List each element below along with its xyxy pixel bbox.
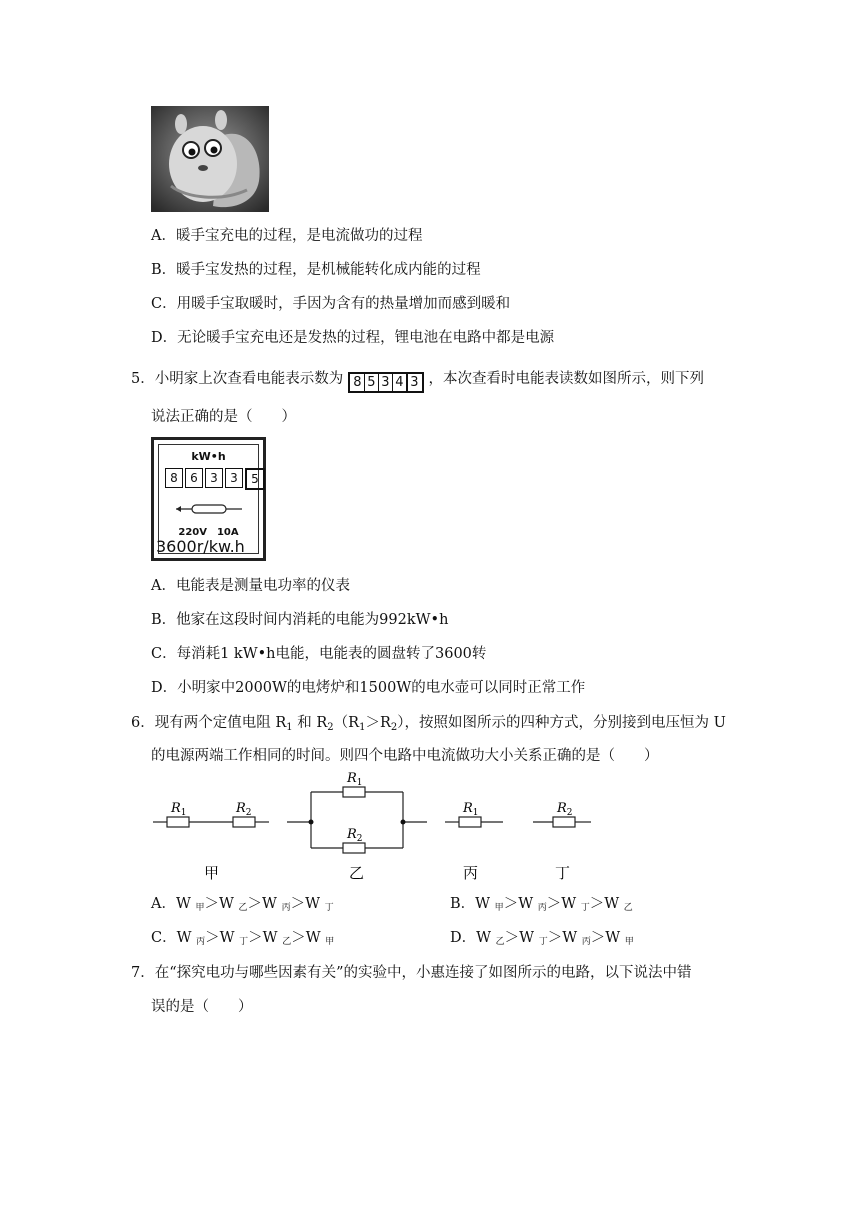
q6-circuits <box>145 766 605 886</box>
q6-option-b <box>450 892 633 913</box>
work-term: W 乙 <box>219 896 248 913</box>
greater-than-sign: ＞ <box>204 896 220 912</box>
meter-unit: kW•h <box>191 450 226 463</box>
q6-option-d <box>450 926 634 947</box>
hand-warmer-photo <box>151 106 269 212</box>
greater-than-sign: ＞ <box>291 930 306 946</box>
work-term: W 乙 <box>262 930 292 947</box>
meter-digit: 6 <box>185 468 203 488</box>
work-term: W 丁 <box>561 896 590 913</box>
greater-than-sign: ＞ <box>503 896 519 912</box>
greater-than-sign: ＞ <box>546 896 562 912</box>
work-term: W 丙 <box>176 930 206 947</box>
work-term: W 丁 <box>305 896 334 913</box>
work-term: W 乙 <box>604 896 633 913</box>
greater-than-sign: ＞ <box>247 896 263 912</box>
q4-option-c: C．用暖手宝取暖时，手因为含有的热量增加而感到暖和 <box>151 296 511 312</box>
r1-label: $R_1$ <box>347 771 363 788</box>
meter-digit: 5 <box>245 468 265 490</box>
q4-option-d: D．无论暖手宝充电还是发热的过程，锂电池在电路中都是电源 <box>151 330 555 346</box>
q4-option-a: A．暖手宝充电的过程，是电流做功的过程 <box>151 228 423 244</box>
prev-digit: 3 <box>379 374 393 391</box>
q6-option-c <box>151 926 334 947</box>
work-term: W 丁 <box>219 930 249 947</box>
prev-digit: 4 <box>393 374 408 391</box>
meter-digit: 3 <box>225 468 243 488</box>
option-letter: B． <box>450 896 476 912</box>
work-term: W 丙 <box>518 896 547 913</box>
work-term: W 甲 <box>305 930 335 947</box>
work-term: W 丙 <box>262 896 291 913</box>
r2-label: $R_2$ <box>557 801 573 818</box>
greater-than-sign: ＞ <box>290 896 306 912</box>
caption-bing: 丙 <box>463 864 479 882</box>
meter-constant: 3600r/kw.h <box>156 537 245 556</box>
meter-digit: 3 <box>205 468 223 488</box>
q5-option-a: A．电能表是测量电功率的仪表 <box>151 578 350 594</box>
q6-stem-line1: 6．现有两个定值电阻 $R_1$ 和 $R_2(R_1>R_2)$，按照如图所示的四种方式，分别接到电压恒为 U <box>131 715 726 733</box>
meter-digits <box>165 468 265 490</box>
option-letter: A． <box>151 896 176 912</box>
work-term: W 丙 <box>562 930 591 947</box>
r2-label: $R_2$ <box>347 827 363 844</box>
prev-digit: 8 <box>351 374 365 391</box>
meter-disc-window <box>174 502 244 520</box>
q6-option-a <box>151 892 334 913</box>
work-term: W 甲 <box>175 896 205 913</box>
q4-option-b: B．暖手宝发热的过程，是机械能转化成内能的过程 <box>151 262 481 278</box>
r1-label: $R_1$ <box>171 801 187 818</box>
electric-meter <box>151 437 266 561</box>
r2-label: $R_2$ <box>236 801 252 818</box>
q7-stem-line1: 7．在“探究电功与哪些因素有关”的实验中，小惠连接了如图所示的电路，以下说法中错 <box>131 965 692 981</box>
greater-than-sign: ＞ <box>205 930 220 946</box>
caption-jia: 甲 <box>204 864 220 882</box>
option-letter: D． <box>450 930 477 946</box>
prev-digit: 5 <box>365 374 379 391</box>
meter-rating: 220V 10A <box>178 527 239 538</box>
r1-label: $R_1$ <box>463 801 479 818</box>
caption-yi: 乙 <box>349 864 365 882</box>
prev-digit: 3 <box>410 375 419 390</box>
q5-stem-line2: 说法正确的是（ ） <box>151 409 296 425</box>
greater-than-sign: ＞ <box>547 930 563 946</box>
q5-option-b: B．他家在这段时间内消耗的电能为992kW•h <box>151 612 449 628</box>
greater-than-sign: ＞ <box>589 896 605 912</box>
work-term: W 乙 <box>476 930 505 947</box>
prev-reading-box <box>348 372 424 393</box>
q6-stem-line2: 的电源两端工作相同的时间。则四个电路中电流做功大小关系正确的是（ ） <box>151 748 659 764</box>
work-term: W 丁 <box>519 930 548 947</box>
q7-stem-line2: 误的是（ ） <box>151 999 253 1015</box>
work-term: W 甲 <box>475 896 504 913</box>
work-term: W 甲 <box>605 930 634 947</box>
greater-than-sign: ＞ <box>590 930 606 946</box>
q5-option-c: C．每消耗1 kW•h电能，电能表的圆盘转了3600转 <box>151 646 487 662</box>
option-letter: C． <box>151 930 177 946</box>
q5-option-d: D．小明家中2000W的电烤炉和1500W的电水壶可以同时正常工作 <box>151 680 586 696</box>
q5-stem-line1: 5．小明家上次查看电能表示数为 8 5 3 4 3 ，本次查看时电能表读数如图所示，则下列 <box>131 367 704 393</box>
caption-ding: 丁 <box>555 864 571 882</box>
greater-than-sign: ＞ <box>248 930 263 946</box>
greater-than-sign: ＞ <box>504 930 520 946</box>
meter-digit: 8 <box>165 468 183 488</box>
